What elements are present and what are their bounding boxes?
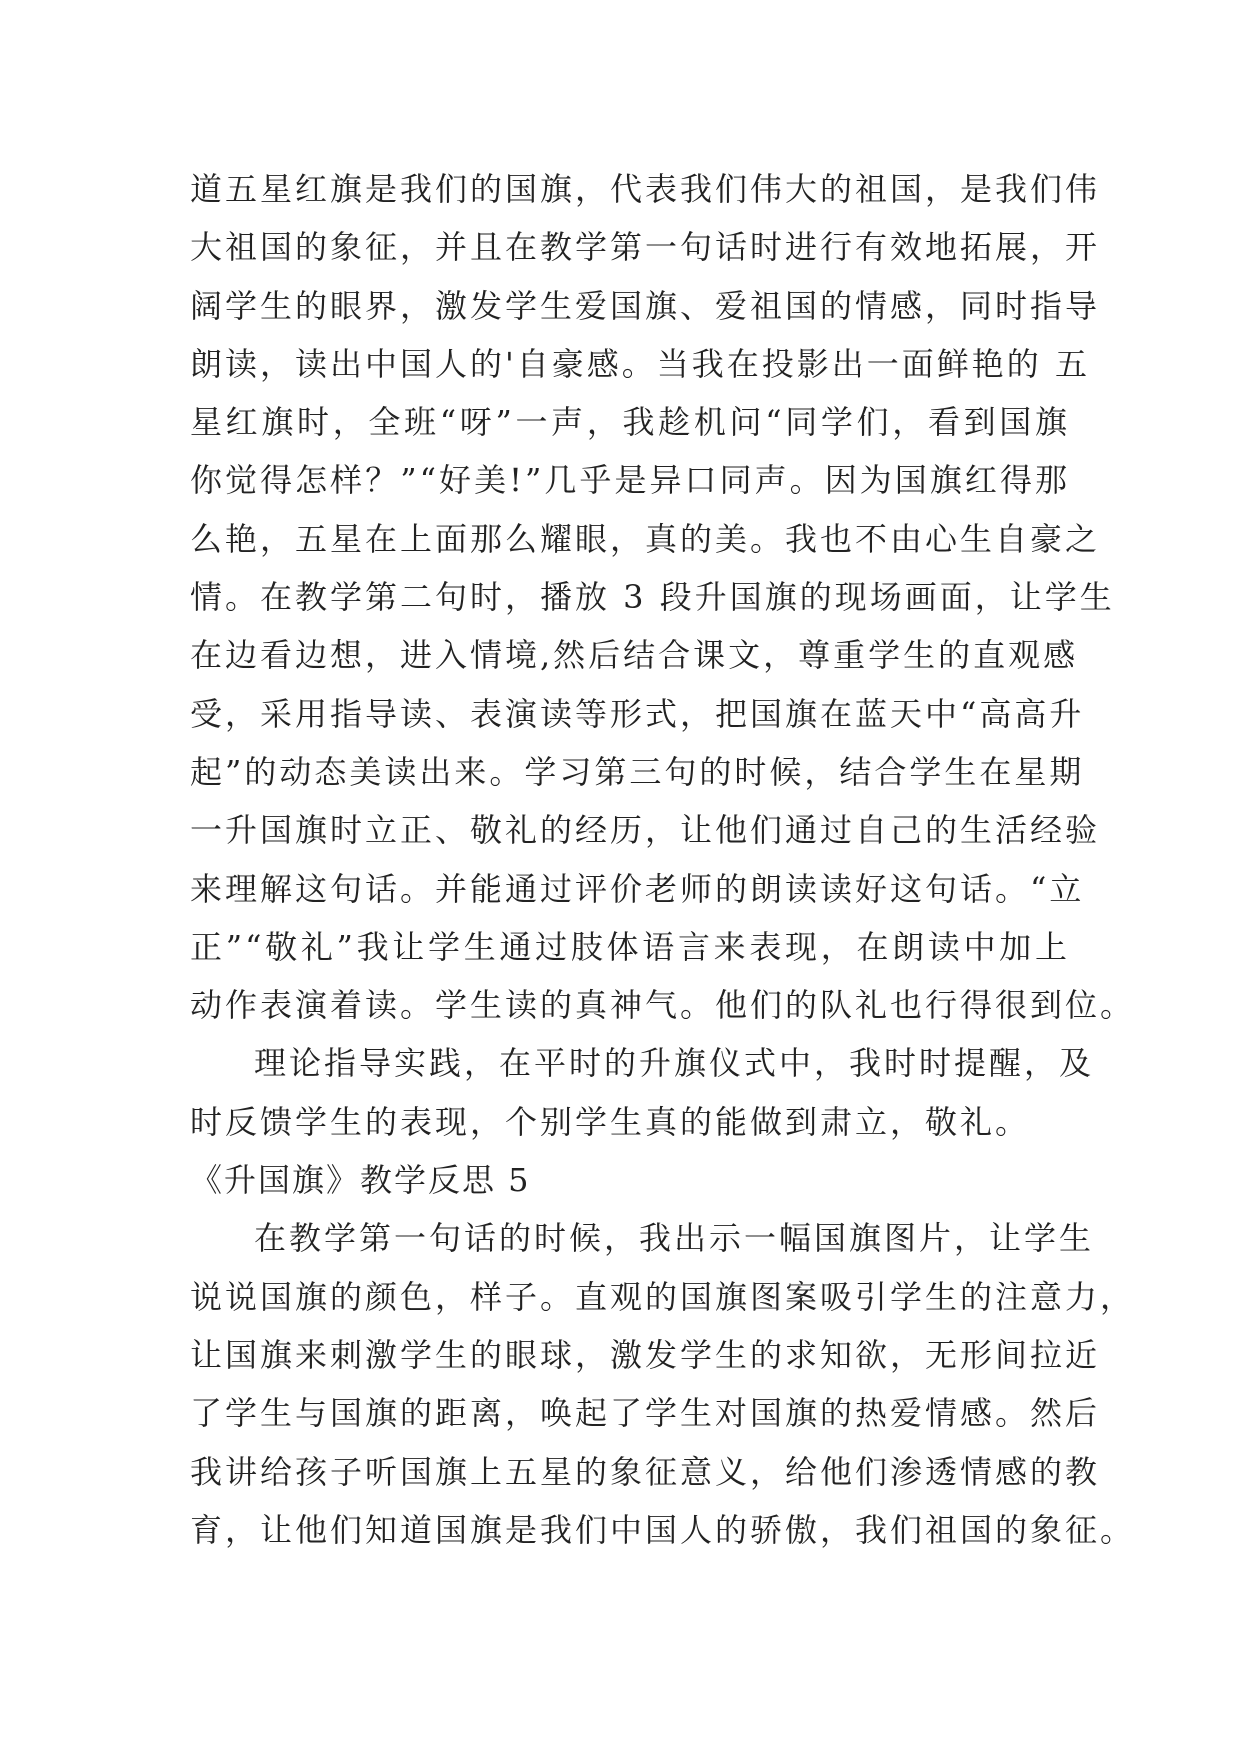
paragraph-line: 阔学生的眼界，激发学生爱国旗、爱祖国的情感，同时指导 <box>190 286 1101 325</box>
paragraph-line: 让国旗来刺激学生的眼球，激发学生的求知欲，无形间拉近 <box>190 1335 1101 1374</box>
paragraph-line: 起”的动态美读出来。学习第三句的时候，结合学生在星期 <box>190 752 1085 791</box>
paragraph-line: 道五星红旗是我们的国旗，代表我们伟大的祖国，是我们伟 <box>190 170 1101 208</box>
paragraph-line: 星红旗时，全班“呀”一声，我趁机问“同学们，看到国旗 <box>190 403 1070 442</box>
paragraph-line: 在教学第一句话的时候，我出示一幅国旗图片，让学生 <box>254 1219 1095 1258</box>
paragraph-line: 来理解这句话。并能通过评价老师的朗读读好这句话。“立 <box>190 869 1085 908</box>
paragraph-line: 说说国旗的颜色，样子。直观的国旗图案吸引学生的注意力， <box>190 1277 1136 1316</box>
paragraph-line: 在边看边想，进入情境,然后结合课文，尊重学生的直观感 <box>190 636 1079 675</box>
paragraph-line: 受，采用指导读、表演读等形式，把国旗在蓝天中“高高升 <box>190 694 1085 733</box>
paragraph-line: 你觉得怎样？”“好美!”几乎是异口同声。因为国旗红得那 <box>190 461 1070 500</box>
document-body <box>190 160 1136 1559</box>
paragraph-line: 了学生与国旗的距离，唤起了学生对国旗的热爱情感。然后 <box>190 1394 1101 1433</box>
paragraph-line: 时反馈学生的表现，个别学生真的能做到肃立，敬礼。 <box>190 1102 1031 1141</box>
paragraph-line: 么艳，五星在上面那么耀眼，真的美。我也不由心生自豪之 <box>190 519 1101 558</box>
paragraph-line: 大祖国的象征，并且在教学第一句话时进行有效地拓展，开 <box>190 228 1101 267</box>
paragraph-line: 情。在教学第二句时，播放 3 段升国旗的现场画面，让学生 <box>190 578 1115 617</box>
paragraph-line: 一升国旗时立正、敬礼的经历，让他们通过自己的生活经验 <box>190 811 1101 850</box>
paragraph-line: 理论指导实践，在平时的升旗仪式中，我时时提醒，及 <box>254 1044 1095 1083</box>
section-heading: 《升国旗》教学反思 5 <box>190 1161 531 1200</box>
paragraph-line: 正”“敬礼”我让学生通过肢体语言来表现，在朗读中加上 <box>190 927 1070 966</box>
paragraph-line: 育，让他们知道国旗是我们中国人的骄傲，我们祖国的象征。 <box>190 1510 1136 1549</box>
paragraph-line: 朗读，读出中国人的'自豪感。当我在投影出一面鲜艳的 五 <box>190 344 1090 383</box>
paragraph-line: 我讲给孩子听国旗上五星的象征意义，给他们渗透情感的教 <box>190 1452 1101 1491</box>
paragraph-line: 动作表演着读。学生读的真神气。他们的队礼也行得很到位。 <box>190 986 1136 1025</box>
